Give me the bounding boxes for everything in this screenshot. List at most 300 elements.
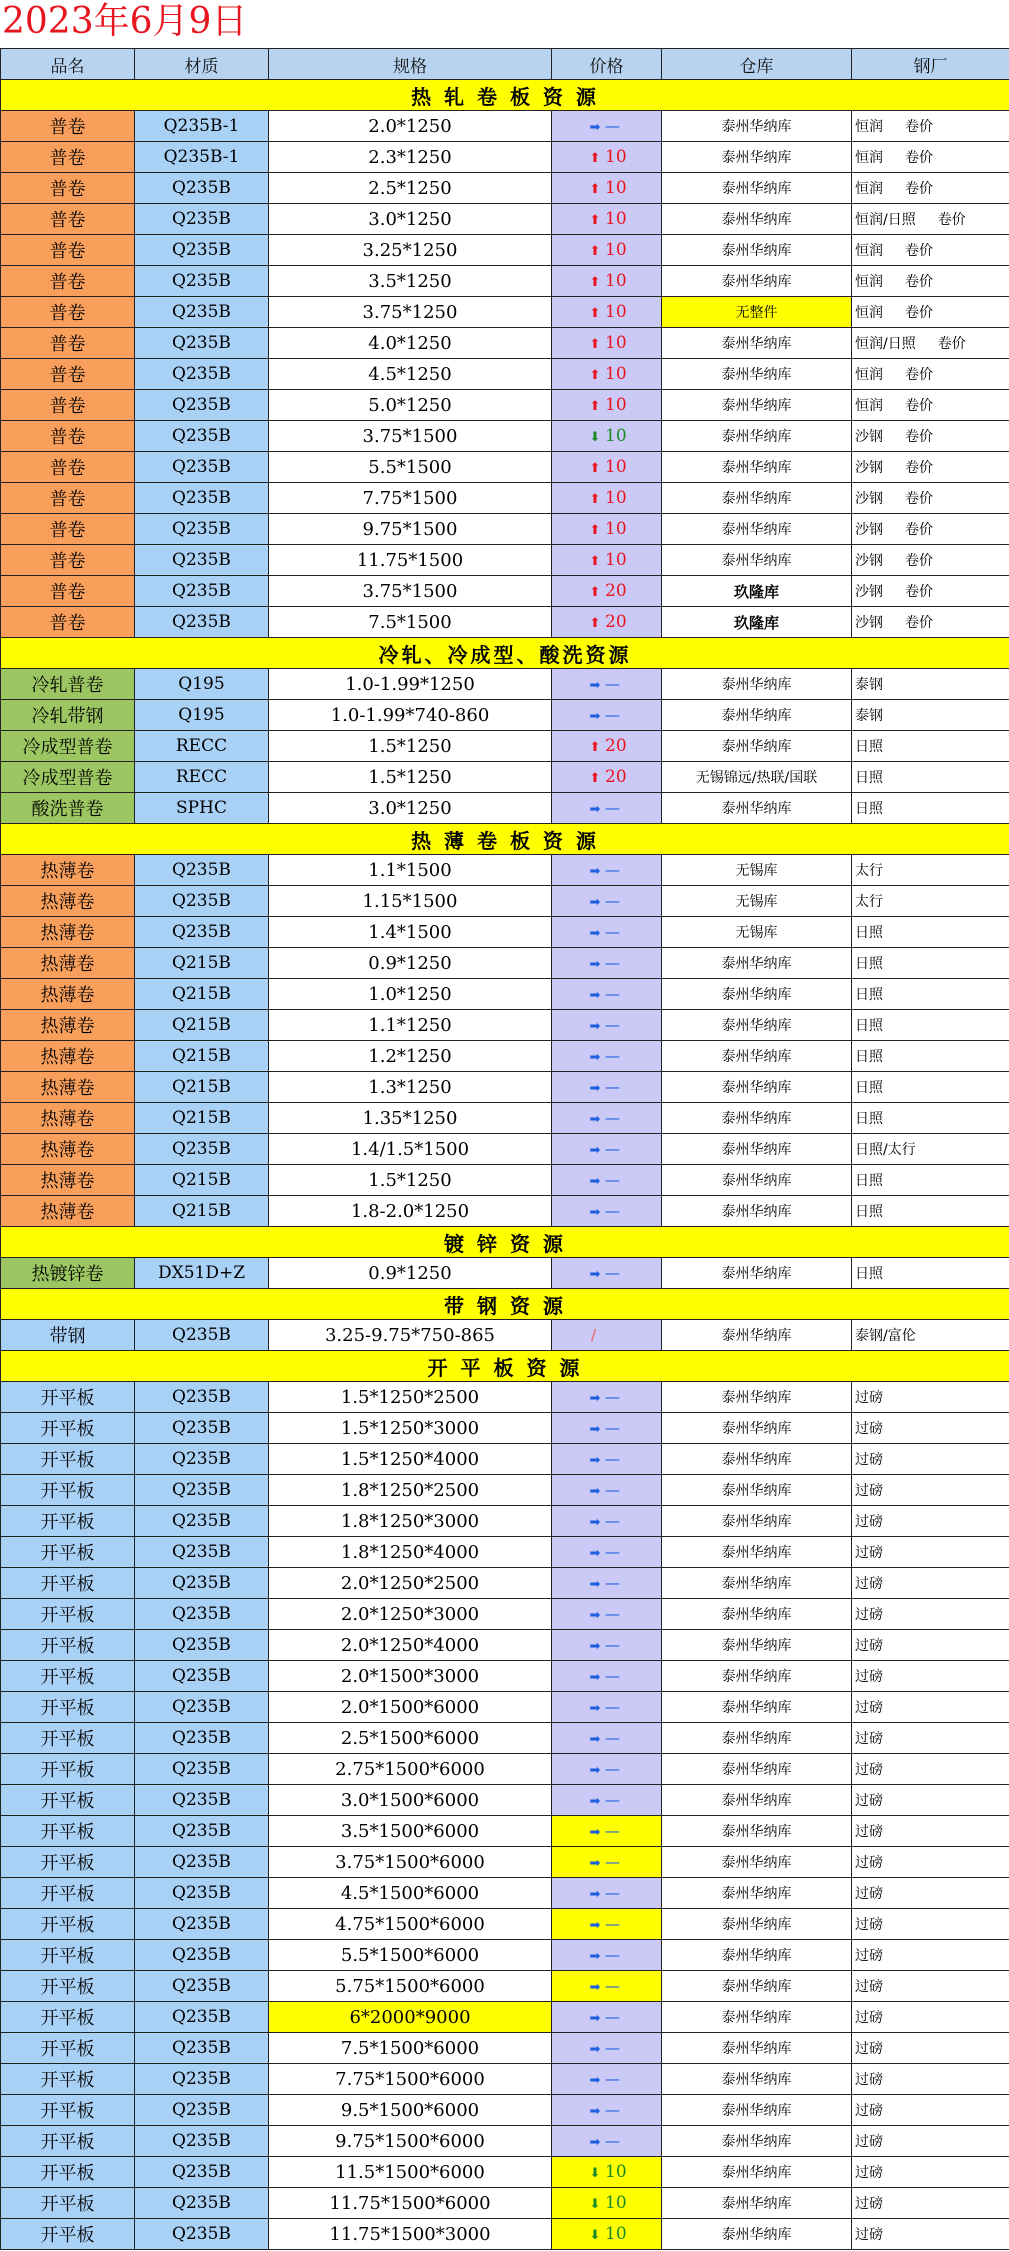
cell-price	[552, 1320, 662, 1351]
price-change	[552, 861, 661, 879]
table-row	[1, 1568, 1009, 1599]
mill-name: 过磅	[855, 1452, 883, 1468]
cell-mill	[852, 1258, 1009, 1289]
cell-price	[552, 1661, 662, 1692]
price-change	[552, 519, 661, 539]
price-change	[552, 1016, 661, 1034]
mill-name: 恒润	[855, 367, 883, 383]
table-row	[1, 297, 1009, 328]
cell-material: Q235B	[135, 514, 269, 545]
price-change	[552, 1977, 661, 1995]
cell-warehouse: 泰州华纳库	[662, 2126, 852, 2157]
arrow-right-icon: ➡	[589, 678, 601, 693]
cell-price	[552, 793, 662, 824]
cell-spec: 4.5*1500*6000	[269, 1878, 552, 1909]
mill-name: 过磅	[855, 1948, 883, 1964]
cell-mill	[852, 1041, 1009, 1072]
cell-name: 开平板	[1, 1971, 135, 2002]
price-value: —	[605, 1667, 620, 1685]
price-value: —	[605, 1791, 620, 1809]
cell-price	[552, 2126, 662, 2157]
mill-name: 过磅	[855, 1483, 883, 1499]
cell-material: Q235B	[135, 855, 269, 886]
mill-name: 沙钢	[855, 491, 883, 507]
mill-name: 过磅	[855, 2072, 883, 2088]
price-value: 10	[605, 147, 627, 167]
cell-spec: 2.0*1250*3000	[269, 1599, 552, 1630]
mill-note: 卷价	[905, 584, 933, 600]
cell-mill	[852, 1537, 1009, 1568]
cell-mill	[852, 1134, 1009, 1165]
cell-spec: 1.5*1250	[269, 1165, 552, 1196]
cell-name: 开平板	[1, 2033, 135, 2064]
cell-mill	[852, 1413, 1009, 1444]
price-value: 10	[605, 240, 627, 260]
cell-price	[552, 483, 662, 514]
cell-mill	[852, 2095, 1009, 2126]
cell-material: Q235B	[135, 297, 269, 328]
mill-name: 过磅	[855, 1390, 883, 1406]
price-change	[552, 2101, 661, 2119]
cell-spec: 11.75*1500	[269, 545, 552, 576]
cell-material: Q235B	[135, 1878, 269, 1909]
price-value: 10	[605, 2193, 627, 2213]
table-row	[1, 762, 1009, 793]
cell-warehouse: 泰州华纳库	[662, 1692, 852, 1723]
cell-material: Q235B-1	[135, 111, 269, 142]
cell-spec: 7.75*1500	[269, 483, 552, 514]
cell-spec: 1.3*1250	[269, 1072, 552, 1103]
arrow-right-icon: ➡	[589, 926, 601, 941]
cell-name: 开平板	[1, 1475, 135, 1506]
price-value: —	[605, 1574, 620, 1592]
cell-spec: 3.0*1500*6000	[269, 1785, 552, 1816]
cell-name: 开平板	[1, 1599, 135, 1630]
cell-spec: 7.5*1500	[269, 607, 552, 638]
table-row	[1, 1258, 1009, 1289]
cell-price	[552, 1258, 662, 1289]
cell-material: Q235B	[135, 2219, 269, 2250]
cell-spec: 2.0*1250*4000	[269, 1630, 552, 1661]
mill-note: 卷价	[937, 336, 966, 352]
arrow-right-icon: ➡	[589, 1546, 601, 1561]
table-row	[1, 731, 1009, 762]
cell-warehouse: 泰州华纳库	[662, 1878, 852, 1909]
arrow-right-icon: ➡	[589, 1484, 601, 1499]
arrow-right-icon: ➡	[589, 1856, 601, 1871]
header-name: 品名	[1, 49, 135, 80]
price-value: —	[605, 1822, 620, 1840]
price-change	[552, 1667, 661, 1685]
cell-spec: 7.75*1500*6000	[269, 2064, 552, 2095]
arrow-right-icon: ➡	[589, 1608, 601, 1623]
price-value: —	[605, 1636, 620, 1654]
price-value: —	[605, 861, 620, 879]
price-change	[552, 1915, 661, 1933]
cell-material: Q235B	[135, 1382, 269, 1413]
section-header-row	[1, 1227, 1009, 1258]
cell-mill	[852, 855, 1009, 886]
mill-name: 泰钢	[855, 708, 883, 724]
cell-material: Q215B	[135, 1196, 269, 1227]
cell-mill	[852, 1165, 1009, 1196]
table-row	[1, 2157, 1009, 2188]
arrow-up-icon: ⬆	[589, 554, 601, 569]
arrow-right-icon: ➡	[589, 1918, 601, 1933]
price-value: —	[605, 1698, 620, 1716]
cell-price	[552, 1413, 662, 1444]
price-change	[552, 1884, 661, 1902]
cell-warehouse: 泰州华纳库	[662, 1506, 852, 1537]
cell-material: Q235B	[135, 1692, 269, 1723]
cell-material: Q235B	[135, 545, 269, 576]
cell-spec: 1.5*1250	[269, 731, 552, 762]
mill-name: 过磅	[855, 2227, 883, 2243]
cell-warehouse: 泰州华纳库	[662, 731, 852, 762]
price-change	[552, 799, 661, 817]
mill-name: 恒润/日照	[855, 212, 916, 228]
cell-spec: 7.5*1500*6000	[269, 2033, 552, 2064]
cell-price	[552, 2219, 662, 2250]
mill-name: 过磅	[855, 1886, 883, 1902]
section-header-row	[1, 1289, 1009, 1320]
cell-spec: 1.1*1500	[269, 855, 552, 886]
cell-warehouse: 泰州华纳库	[662, 1444, 852, 1475]
cell-material: Q235B	[135, 390, 269, 421]
cell-material: Q235B	[135, 359, 269, 390]
table-row	[1, 1785, 1009, 1816]
cell-warehouse: 泰州华纳库	[662, 1599, 852, 1630]
cell-name: 开平板	[1, 2064, 135, 2095]
mill-name: 沙钢	[855, 553, 883, 569]
price-value: —	[605, 2039, 620, 2057]
cell-mill	[852, 2188, 1009, 2219]
cell-price	[552, 1878, 662, 1909]
mill-name: 过磅	[855, 1700, 883, 1716]
cell-name: 热薄卷	[1, 1010, 135, 1041]
cell-spec: 3.5*1250	[269, 266, 552, 297]
arrow-up-icon: ⬆	[589, 368, 601, 383]
cell-warehouse: 泰州华纳库	[662, 204, 852, 235]
cell-mill	[852, 452, 1009, 483]
cell-price	[552, 1134, 662, 1165]
cell-warehouse: 泰州华纳库	[662, 111, 852, 142]
cell-price	[552, 514, 662, 545]
cell-warehouse: 泰州华纳库	[662, 1320, 852, 1351]
price-value: 10	[605, 2162, 627, 2182]
cell-name: 开平板	[1, 1382, 135, 1413]
cell-warehouse: 泰州华纳库	[662, 483, 852, 514]
cell-price	[552, 1723, 662, 1754]
mill-name: 太行	[855, 863, 883, 879]
cell-price	[552, 297, 662, 328]
cell-spec: 3.0*1250	[269, 204, 552, 235]
price-change	[552, 954, 661, 972]
cell-mill	[852, 421, 1009, 452]
cell-material: RECC	[135, 731, 269, 762]
price-value: —	[605, 799, 620, 817]
price-change	[552, 675, 661, 693]
cell-name: 热薄卷	[1, 948, 135, 979]
cell-spec: 3.5*1500*6000	[269, 1816, 552, 1847]
mill-note: 卷价	[905, 305, 933, 321]
cell-material: Q235B	[135, 2126, 269, 2157]
mill-note: 卷价	[905, 367, 933, 383]
cell-mill	[852, 1599, 1009, 1630]
table-row	[1, 669, 1009, 700]
cell-price	[552, 855, 662, 886]
header-row	[1, 49, 1009, 80]
mill-name: 过磅	[855, 1576, 883, 1592]
cell-warehouse: 泰州华纳库	[662, 2219, 852, 2250]
cell-spec: 1.0-1.99*740-860	[269, 700, 552, 731]
cell-warehouse: 泰州华纳库	[662, 793, 852, 824]
price-change	[552, 1822, 661, 1840]
table-row	[1, 1196, 1009, 1227]
table-row	[1, 452, 1009, 483]
cell-mill	[852, 266, 1009, 297]
table-row	[1, 142, 1009, 173]
price-value: 10	[605, 333, 627, 353]
cell-name: 开平板	[1, 1723, 135, 1754]
price-value: —	[605, 1481, 620, 1499]
cell-warehouse: 泰州华纳库	[662, 452, 852, 483]
mill-name: 泰钢	[855, 677, 883, 693]
mill-name: 过磅	[855, 1762, 883, 1778]
mill-note: 卷价	[905, 119, 933, 135]
table-row	[1, 1723, 1009, 1754]
price-value: —	[605, 1388, 620, 1406]
cell-name: 开平板	[1, 1537, 135, 1568]
cell-material: Q235B	[135, 1599, 269, 1630]
cell-name: 热镀锌卷	[1, 1258, 135, 1289]
mill-note: 卷价	[905, 615, 933, 631]
table-row	[1, 1537, 1009, 1568]
cell-name: 普卷	[1, 173, 135, 204]
cell-name: 热薄卷	[1, 1196, 135, 1227]
table-row	[1, 607, 1009, 638]
price-change	[552, 333, 661, 353]
cell-material: Q235B	[135, 173, 269, 204]
cell-spec: 3.0*1250	[269, 793, 552, 824]
arrow-right-icon: ➡	[589, 120, 601, 135]
cell-name: 普卷	[1, 514, 135, 545]
cell-warehouse: 泰州华纳库	[662, 1072, 852, 1103]
cell-mill	[852, 2126, 1009, 2157]
table-row	[1, 1599, 1009, 1630]
cell-warehouse: 泰州华纳库	[662, 2033, 852, 2064]
cell-name: 开平板	[1, 1816, 135, 1847]
arrow-up-icon: ⬆	[589, 306, 601, 321]
price-value: —	[605, 892, 620, 910]
price-change	[552, 1078, 661, 1096]
price-value: 20	[605, 581, 627, 601]
cell-material: Q215B	[135, 1072, 269, 1103]
mill-name: 沙钢	[855, 615, 883, 631]
cell-material: Q235B-1	[135, 142, 269, 173]
cell-price	[552, 2002, 662, 2033]
cell-spec: 3.75*1250	[269, 297, 552, 328]
cell-mill	[852, 1382, 1009, 1413]
table-row	[1, 1320, 1009, 1351]
cell-mill	[852, 1723, 1009, 1754]
cell-material: Q235B	[135, 452, 269, 483]
cell-name: 热薄卷	[1, 886, 135, 917]
price-value: —	[605, 1450, 620, 1468]
cell-price	[552, 948, 662, 979]
cell-material: Q235B	[135, 266, 269, 297]
cell-material: Q215B	[135, 948, 269, 979]
cell-warehouse: 泰州华纳库	[662, 1847, 852, 1878]
cell-name: 开平板	[1, 2157, 135, 2188]
section-title: 冷轧、冷成型、酸洗资源	[1, 638, 1009, 669]
arrow-right-icon: ➡	[589, 1949, 601, 1964]
mill-name: 过磅	[855, 2103, 883, 2119]
mill-name: 过磅	[855, 1793, 883, 1809]
cell-price	[552, 2095, 662, 2126]
cell-spec: 2.0*1250	[269, 111, 552, 142]
cell-mill	[852, 731, 1009, 762]
cell-price	[552, 111, 662, 142]
cell-warehouse: 泰州华纳库	[662, 359, 852, 390]
mill-name: 日照	[855, 1111, 883, 1127]
table-row	[1, 1041, 1009, 1072]
cell-spec: 2.5*1500*6000	[269, 1723, 552, 1754]
price-change	[552, 1109, 661, 1127]
cell-material: Q235B	[135, 1475, 269, 1506]
section-header-row	[1, 80, 1009, 111]
cell-mill	[852, 669, 1009, 700]
cell-spec: 6*2000*9000	[269, 2002, 552, 2033]
section-title: 热 轧 卷 板 资 源	[1, 80, 1009, 111]
cell-warehouse: 无锡库	[662, 855, 852, 886]
price-value: 10	[605, 550, 627, 570]
cell-price	[552, 1444, 662, 1475]
price-value: —	[605, 1853, 620, 1871]
table-row	[1, 1692, 1009, 1723]
price-change	[552, 2132, 661, 2150]
cell-mill	[852, 917, 1009, 948]
cell-warehouse: 泰州华纳库	[662, 700, 852, 731]
cell-price	[552, 1506, 662, 1537]
arrow-right-icon: ➡	[589, 1577, 601, 1592]
price-change	[552, 1171, 661, 1189]
price-change	[552, 1946, 661, 1964]
price-value: —	[605, 954, 620, 972]
cell-mill	[852, 1878, 1009, 1909]
table-row	[1, 979, 1009, 1010]
price-value: 10	[605, 457, 627, 477]
arrow-right-icon: ➡	[589, 1019, 601, 1034]
cell-material: Q235B	[135, 2002, 269, 2033]
price-value: 20	[605, 612, 627, 632]
price-value: —	[605, 117, 620, 135]
price-change	[552, 1388, 661, 1406]
cell-name: 普卷	[1, 235, 135, 266]
price-value: —	[605, 1109, 620, 1127]
table-row	[1, 1816, 1009, 1847]
price-value: —	[605, 1729, 620, 1747]
arrow-right-icon: ➡	[589, 1422, 601, 1437]
cell-warehouse: 泰州华纳库	[662, 2188, 852, 2219]
price-change	[552, 1450, 661, 1468]
cell-spec: 4.5*1250	[269, 359, 552, 390]
cell-name: 开平板	[1, 1661, 135, 1692]
cell-price	[552, 886, 662, 917]
price-change	[552, 209, 661, 229]
arrow-right-icon: ➡	[589, 1887, 601, 1902]
cell-price	[552, 1785, 662, 1816]
mill-note: 卷价	[937, 212, 966, 228]
cell-mill	[852, 173, 1009, 204]
price-change	[552, 457, 661, 477]
cell-price	[552, 1165, 662, 1196]
mill-note: 卷价	[905, 460, 933, 476]
cell-name: 冷成型普卷	[1, 731, 135, 762]
table-row	[1, 1103, 1009, 1134]
cell-spec: 1.1*1250	[269, 1010, 552, 1041]
cell-price	[552, 1816, 662, 1847]
mill-name: 日照	[855, 801, 883, 817]
price-change	[552, 550, 661, 570]
table-row	[1, 1010, 1009, 1041]
cell-price	[552, 607, 662, 638]
mill-name: 泰钢/富伦	[855, 1328, 916, 1344]
cell-material: Q215B	[135, 979, 269, 1010]
section-title: 带 钢 资 源	[1, 1289, 1009, 1320]
cell-material: Q235B	[135, 1506, 269, 1537]
header-material: 材质	[135, 49, 269, 80]
table-row	[1, 2219, 1009, 2250]
price-value: —	[605, 1419, 620, 1437]
price-value: /	[591, 1326, 597, 1344]
cell-spec: 2.75*1500*6000	[269, 1754, 552, 1785]
mill-name: 日照	[855, 1173, 883, 1189]
mill-name: 恒润	[855, 150, 883, 166]
cell-mill	[852, 1568, 1009, 1599]
table-row	[1, 1878, 1009, 1909]
cell-warehouse: 无整件	[662, 297, 852, 328]
price-value: 10	[605, 519, 627, 539]
mill-name: 沙钢	[855, 584, 883, 600]
arrow-up-icon: ⬆	[589, 182, 601, 197]
arrow-right-icon: ➡	[589, 1081, 601, 1096]
price-value: 10	[605, 271, 627, 291]
cell-price	[552, 1475, 662, 1506]
cell-price	[552, 700, 662, 731]
cell-name: 普卷	[1, 204, 135, 235]
mill-name: 日照	[855, 925, 883, 941]
arrow-right-icon: ➡	[589, 1205, 601, 1220]
cell-warehouse: 泰州华纳库	[662, 979, 852, 1010]
table-row	[1, 1909, 1009, 1940]
cell-mill	[852, 948, 1009, 979]
mill-note: 卷价	[905, 491, 933, 507]
cell-mill	[852, 1475, 1009, 1506]
price-value: —	[605, 1171, 620, 1189]
table-row	[1, 793, 1009, 824]
cell-name: 普卷	[1, 545, 135, 576]
table-row	[1, 1847, 1009, 1878]
cell-price	[552, 266, 662, 297]
cell-price	[552, 2157, 662, 2188]
cell-mill	[852, 1971, 1009, 2002]
mill-name: 过磅	[855, 1731, 883, 1747]
table-row	[1, 1072, 1009, 1103]
cell-mill	[852, 204, 1009, 235]
cell-price	[552, 1692, 662, 1723]
table-row	[1, 576, 1009, 607]
